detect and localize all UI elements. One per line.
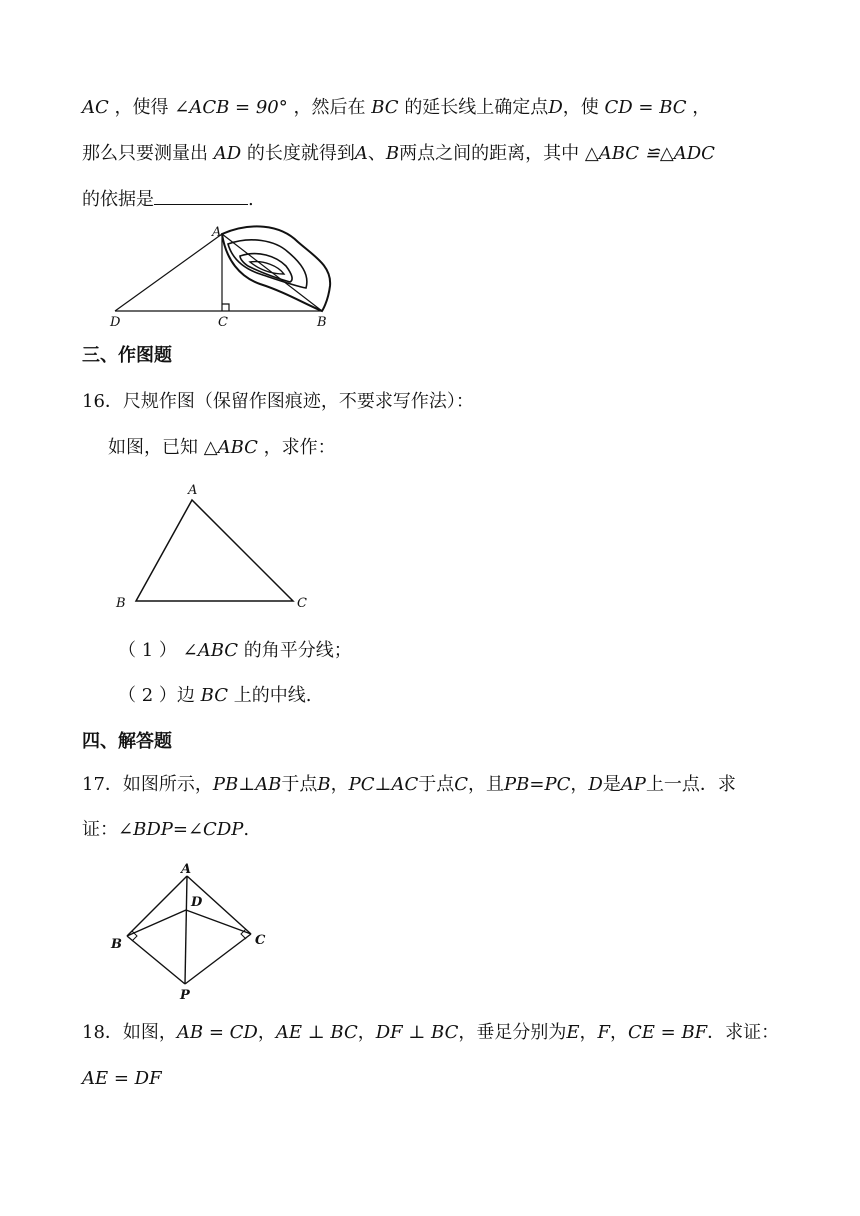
text: ， bbox=[610, 1022, 628, 1043]
math-ad: AD bbox=[213, 143, 242, 164]
right-angle-mark bbox=[222, 304, 229, 311]
seg-pb: PB bbox=[504, 774, 530, 795]
text: 证：∠ bbox=[82, 819, 134, 840]
text: ， bbox=[257, 1022, 276, 1043]
q17-figure bbox=[105, 860, 275, 1002]
label-c: C bbox=[255, 933, 266, 948]
text: ， bbox=[357, 1022, 376, 1043]
text: 于点 bbox=[281, 774, 318, 795]
point-d: D bbox=[588, 774, 603, 795]
q16-item-2 bbox=[118, 683, 311, 709]
text: ，使得 bbox=[114, 97, 169, 118]
math-ac: AC bbox=[82, 97, 109, 118]
perp: ⊥ bbox=[374, 774, 392, 795]
math-ce-bf: CE = BF bbox=[628, 1022, 708, 1043]
point-d: D bbox=[548, 97, 563, 118]
seg-pc: PC bbox=[544, 774, 571, 795]
angle-bdp: BDP bbox=[133, 819, 173, 840]
math-congruence: △ABC ≌△ADC bbox=[584, 143, 715, 164]
label-c: C bbox=[218, 315, 228, 330]
label-b: B bbox=[111, 937, 122, 952]
segment-bd bbox=[127, 910, 186, 936]
seg-pc: PC bbox=[348, 774, 375, 795]
seg-pb: PB bbox=[212, 774, 239, 795]
label-b: B bbox=[317, 315, 327, 330]
text: （ 1 ） bbox=[118, 640, 177, 661]
q15-line-1 bbox=[82, 95, 710, 121]
text: . bbox=[248, 189, 254, 210]
math-df-perp-bc: DF ⊥ BC bbox=[375, 1022, 459, 1043]
q15-line-3 bbox=[82, 186, 254, 213]
math-ae-df: AE = DF bbox=[82, 1068, 162, 1089]
point-b: B bbox=[385, 143, 400, 164]
triangle-abc bbox=[136, 500, 293, 601]
math-bc: BC bbox=[371, 97, 399, 118]
seg-ac: AC bbox=[391, 774, 419, 795]
text: 如图，已知 bbox=[108, 437, 198, 458]
point-a: A bbox=[354, 143, 368, 164]
text: 17．如图所示， bbox=[82, 774, 213, 795]
point-b: B bbox=[317, 774, 331, 795]
text: 、 bbox=[367, 143, 386, 164]
text: 上一点．求 bbox=[645, 774, 736, 795]
text: 18．如图， bbox=[82, 1022, 177, 1043]
text: ， bbox=[579, 1022, 598, 1043]
text: 的长度就得到 bbox=[246, 143, 355, 164]
q17-line-2 bbox=[82, 817, 249, 843]
math-ae-perp-bc: AE ⊥ BC bbox=[275, 1022, 358, 1043]
answer-blank[interactable] bbox=[154, 186, 248, 205]
label-d: D bbox=[191, 895, 203, 910]
q16-stem: 16．尺规作图（保留作图痕迹，不要求写作法）： bbox=[82, 391, 474, 412]
text: ，使 bbox=[562, 97, 599, 118]
segment-ab bbox=[127, 876, 187, 936]
label-d: D bbox=[110, 315, 121, 330]
label-a: A bbox=[212, 225, 222, 240]
text: ，且 bbox=[468, 774, 505, 795]
text: ， bbox=[330, 774, 349, 795]
angle-cdp: CDP bbox=[203, 819, 244, 840]
text: 是 bbox=[602, 774, 621, 795]
perp: ⊥ bbox=[238, 774, 256, 795]
point-c: C bbox=[454, 774, 469, 795]
text: 的延长线上确定点 bbox=[404, 97, 549, 118]
text: ，然后在 bbox=[293, 97, 366, 118]
q18-line-1 bbox=[82, 1020, 779, 1046]
segment-bp bbox=[127, 936, 185, 984]
seg-ap: AP bbox=[620, 774, 646, 795]
text: 的角平分线； bbox=[243, 640, 352, 661]
label-a: A bbox=[188, 483, 198, 498]
text: =∠ bbox=[172, 819, 204, 840]
q15-figure bbox=[100, 222, 345, 330]
q18-line-2 bbox=[82, 1066, 162, 1092]
label-b: B bbox=[116, 596, 126, 611]
label-p: P bbox=[180, 988, 190, 1002]
label-c: C bbox=[297, 596, 307, 611]
q17-line-1 bbox=[82, 772, 736, 798]
text: 于点 bbox=[418, 774, 455, 795]
text: ，求作： bbox=[263, 437, 336, 458]
segment-cp bbox=[185, 934, 251, 984]
math-ab-cd: AB = CD bbox=[176, 1022, 258, 1043]
math-triangle-abc: △ABC bbox=[203, 437, 258, 458]
text: ， bbox=[570, 774, 589, 795]
q15-line-2 bbox=[82, 141, 715, 167]
q16-given bbox=[108, 435, 336, 461]
text: （ 2 ）边 bbox=[118, 685, 195, 706]
text: . bbox=[243, 819, 250, 840]
label-a: A bbox=[181, 862, 192, 877]
text: 的依据是 bbox=[82, 189, 154, 210]
point-f: F bbox=[597, 1022, 610, 1043]
math-angle-abc: ∠ABC bbox=[182, 640, 239, 661]
text: 那么只要测量出 bbox=[82, 143, 208, 164]
text: ．求证： bbox=[707, 1022, 780, 1043]
segment-ap bbox=[185, 876, 187, 984]
text: 上的中线. bbox=[233, 685, 312, 706]
section-three-title: 三、作图题 bbox=[82, 345, 172, 366]
math-bc: BC bbox=[200, 685, 228, 706]
seg-ab: AB bbox=[255, 774, 282, 795]
text: ，垂足分别为 bbox=[458, 1022, 567, 1043]
q16-item-1 bbox=[118, 638, 352, 664]
equals: = bbox=[529, 774, 545, 795]
section-four-title: 四、解答题 bbox=[82, 731, 172, 752]
point-e: E bbox=[566, 1022, 580, 1043]
segment-cd bbox=[186, 910, 251, 934]
text: ， bbox=[692, 97, 711, 118]
q16-figure bbox=[110, 478, 320, 613]
math-cd-bc: CD = BC bbox=[604, 97, 687, 118]
segment-da bbox=[115, 234, 222, 311]
math-angle-acb: ∠ACB = 90° bbox=[174, 97, 288, 118]
pond-outline bbox=[222, 226, 330, 311]
text: 两点之间的距离，其中 bbox=[399, 143, 580, 164]
